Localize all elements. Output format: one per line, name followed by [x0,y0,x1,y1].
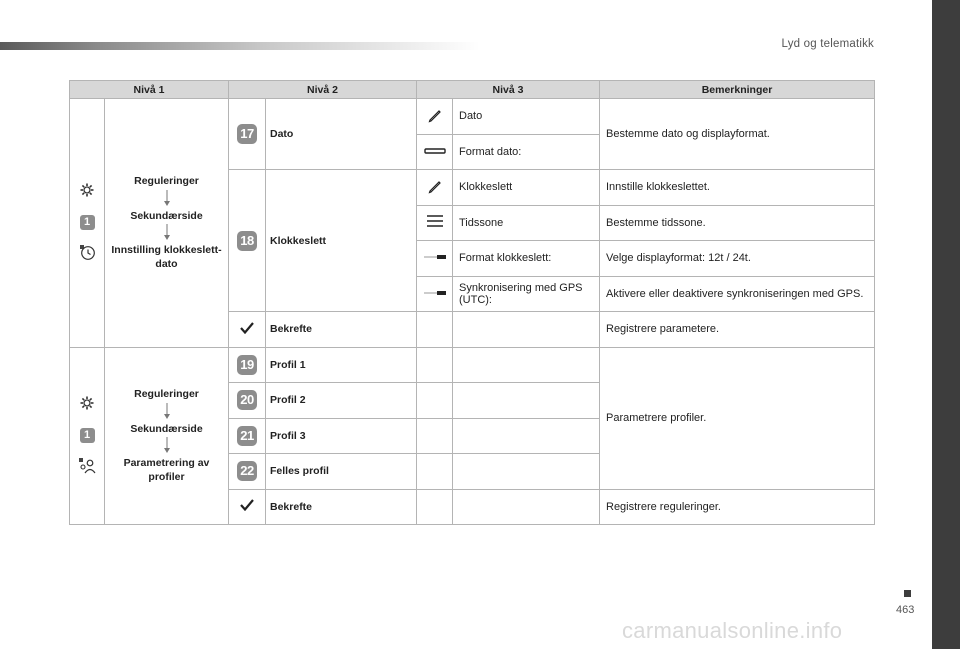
step-badge: 1 [80,428,95,443]
level3-label: Dato [453,99,600,135]
level1-icons [70,347,105,525]
step-cell [229,454,266,490]
empty-cell [453,454,600,490]
step-badge: 20 [237,390,257,410]
step-cell [229,99,266,170]
empty-cell [417,418,453,454]
step-badge: 21 [237,426,257,446]
step-cell [229,418,266,454]
level1-line: Reguleringer [134,388,199,401]
toggle-icon [424,147,446,155]
list-icon [426,214,444,228]
remark: Bestemme tidssone. [600,205,875,241]
level3-label: Synkronisering med GPS (UTC): [453,276,600,312]
settings-table [69,80,875,525]
level1-line: Parametrering av profiler [123,456,210,483]
checkmark-icon [240,499,254,511]
checkmark-icon [240,322,254,334]
column-header: Nivå 2 [229,81,417,99]
remark: Registrere reguleringer. [600,489,875,525]
side-strip [932,0,960,649]
level1-line: Sekundærside [130,209,203,222]
level2-label: Klokkeslett [266,170,417,312]
level3-label: Format dato: [453,134,600,170]
level1-description [105,347,229,525]
empty-cell [417,489,453,525]
toggle-icon [423,289,447,297]
table-header-row [70,81,875,99]
toggle-icon [423,253,447,261]
level1-icons [70,99,105,348]
gear-icon [79,182,95,201]
pencil-icon [427,178,443,194]
column-header: Nivå 1 [70,81,229,99]
level1-description [105,99,229,348]
empty-cell [453,347,600,383]
header-gradient-bar [0,42,480,50]
empty-cell [417,383,453,419]
flow-arrow-icon [163,224,171,241]
step-badge: 17 [237,124,257,144]
empty-cell [453,383,600,419]
page-number: 463 [896,604,915,616]
watermark-text: carmanualsonline.info [622,618,843,643]
remark: Parametrere profiler. [600,347,875,489]
remark: Registrere parametere. [600,312,875,348]
level1-line: Innstilling klokkeslett-dato [111,243,222,270]
level3-label: Tidssone [453,205,600,241]
step-badge: 22 [237,461,257,481]
table-row [70,347,875,383]
level2-label: Felles profil [266,454,417,490]
remark: Aktivere eller deaktivere synkroniseringen med GPS. [600,276,875,312]
empty-cell [417,347,453,383]
remark: Innstille klokkeslettet. [600,170,875,206]
step-cell [229,383,266,419]
step-badge: 18 [237,231,257,251]
icon-cell [417,241,453,277]
remark: Bestemme dato og displayformat. [600,99,875,170]
level3-label: Format klokkeslett: [453,241,600,277]
icon-cell [417,134,453,170]
level2-label: Profil 3 [266,418,417,454]
empty-cell [417,454,453,490]
level2-label: Bekrefte [266,489,417,525]
profile-icon [78,457,96,477]
level2-label: Profil 1 [266,347,417,383]
table-row [70,99,875,135]
icon-cell [229,312,266,348]
flow-arrow-icon [163,190,171,207]
icon-cell [417,99,453,135]
level2-label: Bekrefte [266,312,417,348]
remark: Velge displayformat: 12t / 24t. [600,241,875,277]
icon-cell [229,489,266,525]
level3-label: Klokkeslett [453,170,600,206]
step-badge: 1 [80,215,95,230]
column-header: Nivå 3 [417,81,600,99]
pencil-icon [427,107,443,123]
empty-cell [417,312,453,348]
level2-label: Profil 2 [266,383,417,419]
level2-label: Dato [266,99,417,170]
step-cell [229,347,266,383]
icon-cell [417,170,453,206]
level1-line: Reguleringer [134,175,199,188]
empty-cell [453,418,600,454]
empty-cell [453,312,600,348]
column-header: Bemerkninger [600,81,875,99]
flow-arrow-icon [163,437,171,454]
icon-cell [417,276,453,312]
page-header-title: Lyd og telematikk [781,38,874,50]
empty-cell [453,489,600,525]
clock-icon [79,244,96,264]
icon-cell [417,205,453,241]
step-cell [229,170,266,312]
flow-arrow-icon [163,403,171,420]
page-marker [904,590,911,597]
level1-line: Sekundærside [130,422,203,435]
step-badge: 19 [237,355,257,375]
gear-icon [79,395,95,414]
